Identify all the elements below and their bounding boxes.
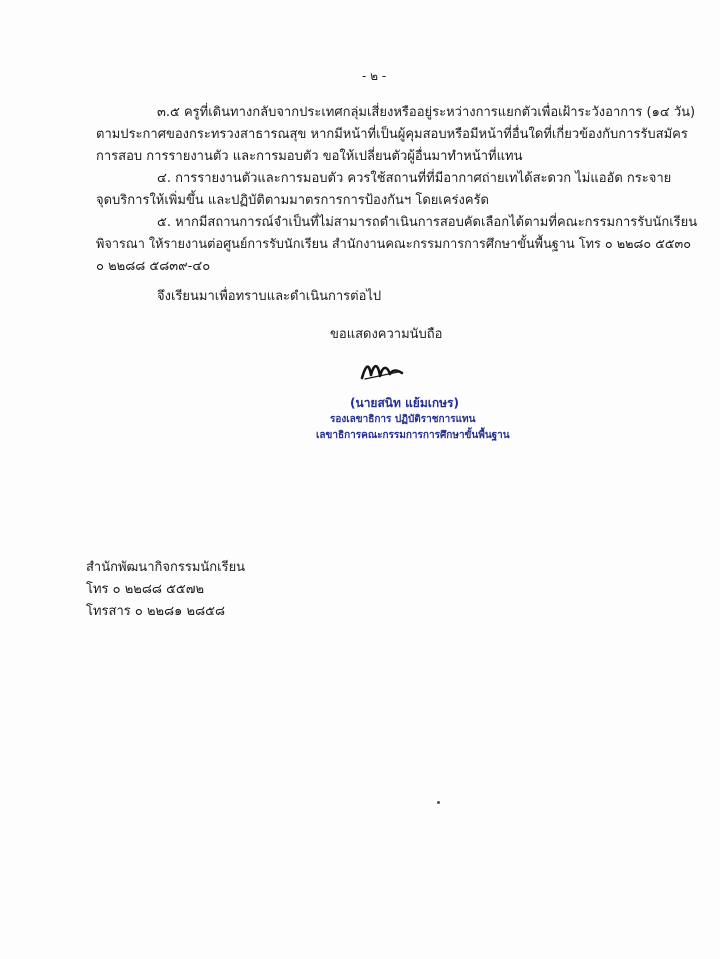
office-phone: โทร ๐ ๒๒๘๘ ๕๕๗๒ [86, 582, 205, 597]
item-4-line-2: จุดบริการให้เพิ่มขึ้น และปฏิบัติตามมาตรการการป้องกันฯ โดยเคร่งครัด [96, 193, 489, 208]
regards-line: ขอแสดงความนับถือ [330, 327, 443, 342]
signer-name: (นายสนิท แย้มเกษร) [350, 396, 459, 410]
item-4-line-1: ๔. การรายงานตัวและการมอบตัว ควรใช้สถานที่ที่มีอากาศถ่ายเทได้สะดวก ไม่แออัด กระจาย [157, 171, 672, 186]
item-3-5-line-2: ตามประกาศของกระทรวงสาธารณสุข หากมีหน้าที่เป็นผู้คุมสอบหรือมีหน้าที่อื่นใดที่เกี่ยวข้องกับการรับสมัคร [96, 127, 688, 142]
item-3-5-line-1: ๓.๕ ครูที่เดินทางกลับจากประเทศกลุ่มเสี่ยงหรืออยู่ระหว่างการแยกตัวเพื่อเฝ้าระวังอาการ (๑๔ วัน) [157, 105, 696, 120]
office-name: สำนักพัฒนากิจกรรมนักเรียน [86, 560, 246, 575]
page-number: - ๒ - [362, 69, 387, 83]
scan-speck [437, 801, 440, 804]
item-5-line-1: ๕. หากมีสถานการณ์จำเป็นที่ไม่สามารถดำเนินการสอบคัดเลือกได้ตามที่คณะกรรมการรับนักเรียน [157, 215, 698, 230]
closing-line: จึงเรียนมาเพื่อทราบและดำเนินการต่อไป [157, 289, 382, 304]
signer-title-line-1: รองเลขาธิการ ปฏิบัติราชการแทน [330, 414, 476, 425]
office-fax: โทรสาร ๐ ๒๒๘๑ ๒๘๕๘ [86, 604, 225, 619]
item-5-line-2: พิจารณา ให้รายงานต่อศูนย์การรับนักเรียน สำนักงานคณะกรรมการการศึกษาขั้นพื้นฐาน โทร ๐ ๒๒๘๐ ๕๕๓๐ [96, 237, 692, 252]
signature-mark [360, 358, 404, 382]
signer-title-line-2: เลขาธิการคณะกรรมการการศึกษาขั้นพื้นฐาน [316, 430, 510, 441]
item-5-line-3: ๐ ๒๒๘๘ ๕๘๓๙-๔๐ [96, 259, 211, 274]
item-3-5-line-3: การสอบ การรายงานตัว และการมอบตัว ขอให้เปลี่ยนตัวผู้อื่นมาทำหน้าที่แทน [96, 149, 523, 164]
